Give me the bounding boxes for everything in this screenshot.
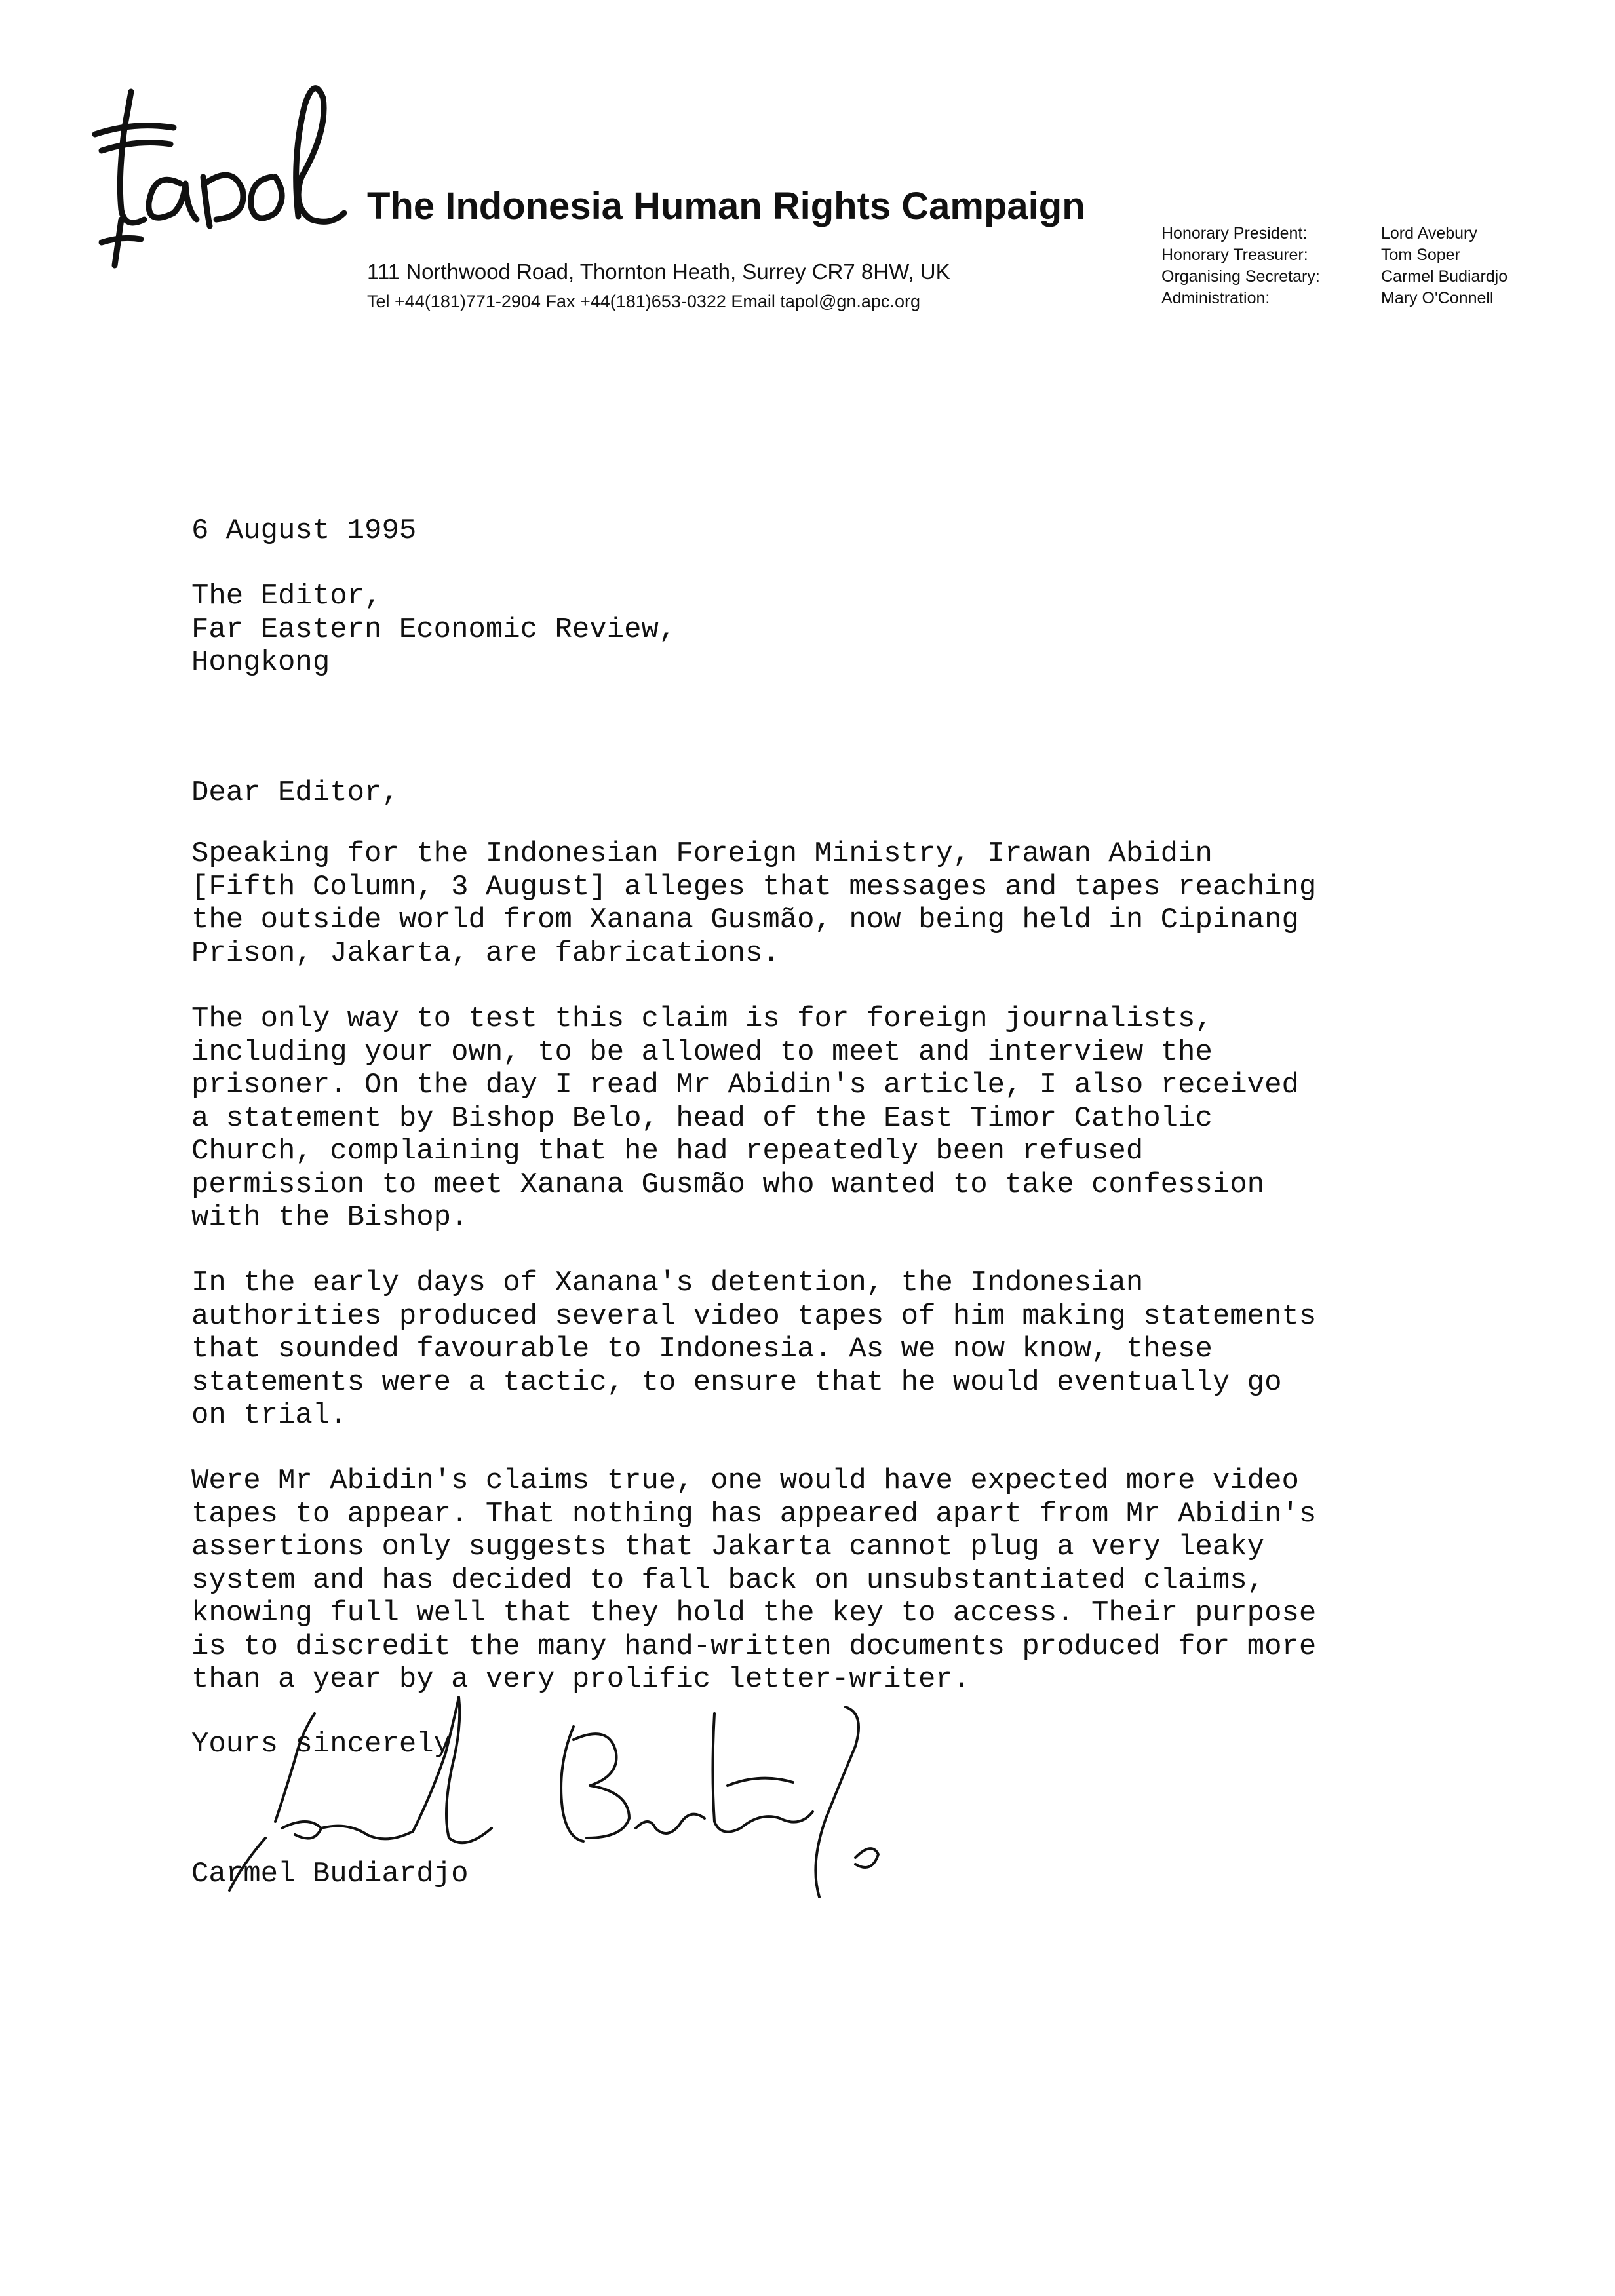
tapol-logo [75,79,357,269]
officers-list [1161,223,1551,309]
officer-name: Tom Soper [1381,246,1460,264]
officer-role: Honorary Treasurer: [1161,246,1308,264]
organization-contact: Tel +44(181)771-2904 Fax +44(181)653-0322 Email tapol@gn.apc.org [367,292,920,311]
officer-name: Carmel Budiardjo [1381,267,1508,286]
body-paragraph-4: Were Mr Abidin's claims true, one would have expected more video tapes to appear. That nothing has appeared apart from Mr Abidin's assertions only suggests that Jakarta cannot plug a very leaky system and has decided to fall back on unsubstantiated claims, knowing full well that they hold the key to access. Their purpose is to discredit the many hand-written documents produced for more than a year by a very prolific letter-writer. [191,1464,1317,1696]
officer-name: Lord Avebury [1381,224,1477,242]
officer-row [1161,266,1551,288]
letter-date: 6 August 1995 [191,514,417,547]
officer-role: Organising Secretary: [1161,267,1320,286]
officer-name: Mary O'Connell [1381,289,1494,307]
salutation: Dear Editor, [191,776,399,809]
signer-name: Carmel Budiardjo [191,1858,469,1890]
officer-row [1161,223,1551,244]
officer-row [1161,244,1551,266]
officer-role: Administration: [1161,289,1270,307]
organization-address: 111 Northwood Road, Thornton Heath, Surrey CR7 8HW, UK [367,259,950,284]
recipient-address: The Editor, Far Eastern Economic Review, Hongkong [191,580,676,679]
closing: Yours sincerely [191,1728,452,1761]
organization-name: The Indonesia Human Rights Campaign [367,185,1085,227]
officer-role: Honorary President: [1161,224,1308,242]
body-paragraph-3: In the early days of Xanana's detention, the Indonesian authorities produced several video tapes of him making statements that sounded favourable to Indonesia. As we now know, these statements were a tactic, to ensure that he would eventually go on trial. [191,1267,1317,1432]
body-paragraph-2: The only way to test this claim is for foreign journalists, including your own, to be allowed to meet and interview the prisoner. On the day I read Mr Abidin's article, I also received a statement by Bishop Belo, head of the East Timor Catholic Church, complaining that he had repeatedly been refused permission to meet Xanana Gusmão who wanted to take confession with the Bishop. [191,1003,1299,1234]
body-paragraph-1: Speaking for the Indonesian Foreign Ministry, Irawan Abidin [Fifth Column, 3 August] alleges that messages and tapes reaching the outside world from Xanana Gusmão, now being held in Cipinang Prison, Jakarta, are fabrications. [191,837,1317,970]
officer-row [1161,288,1551,309]
